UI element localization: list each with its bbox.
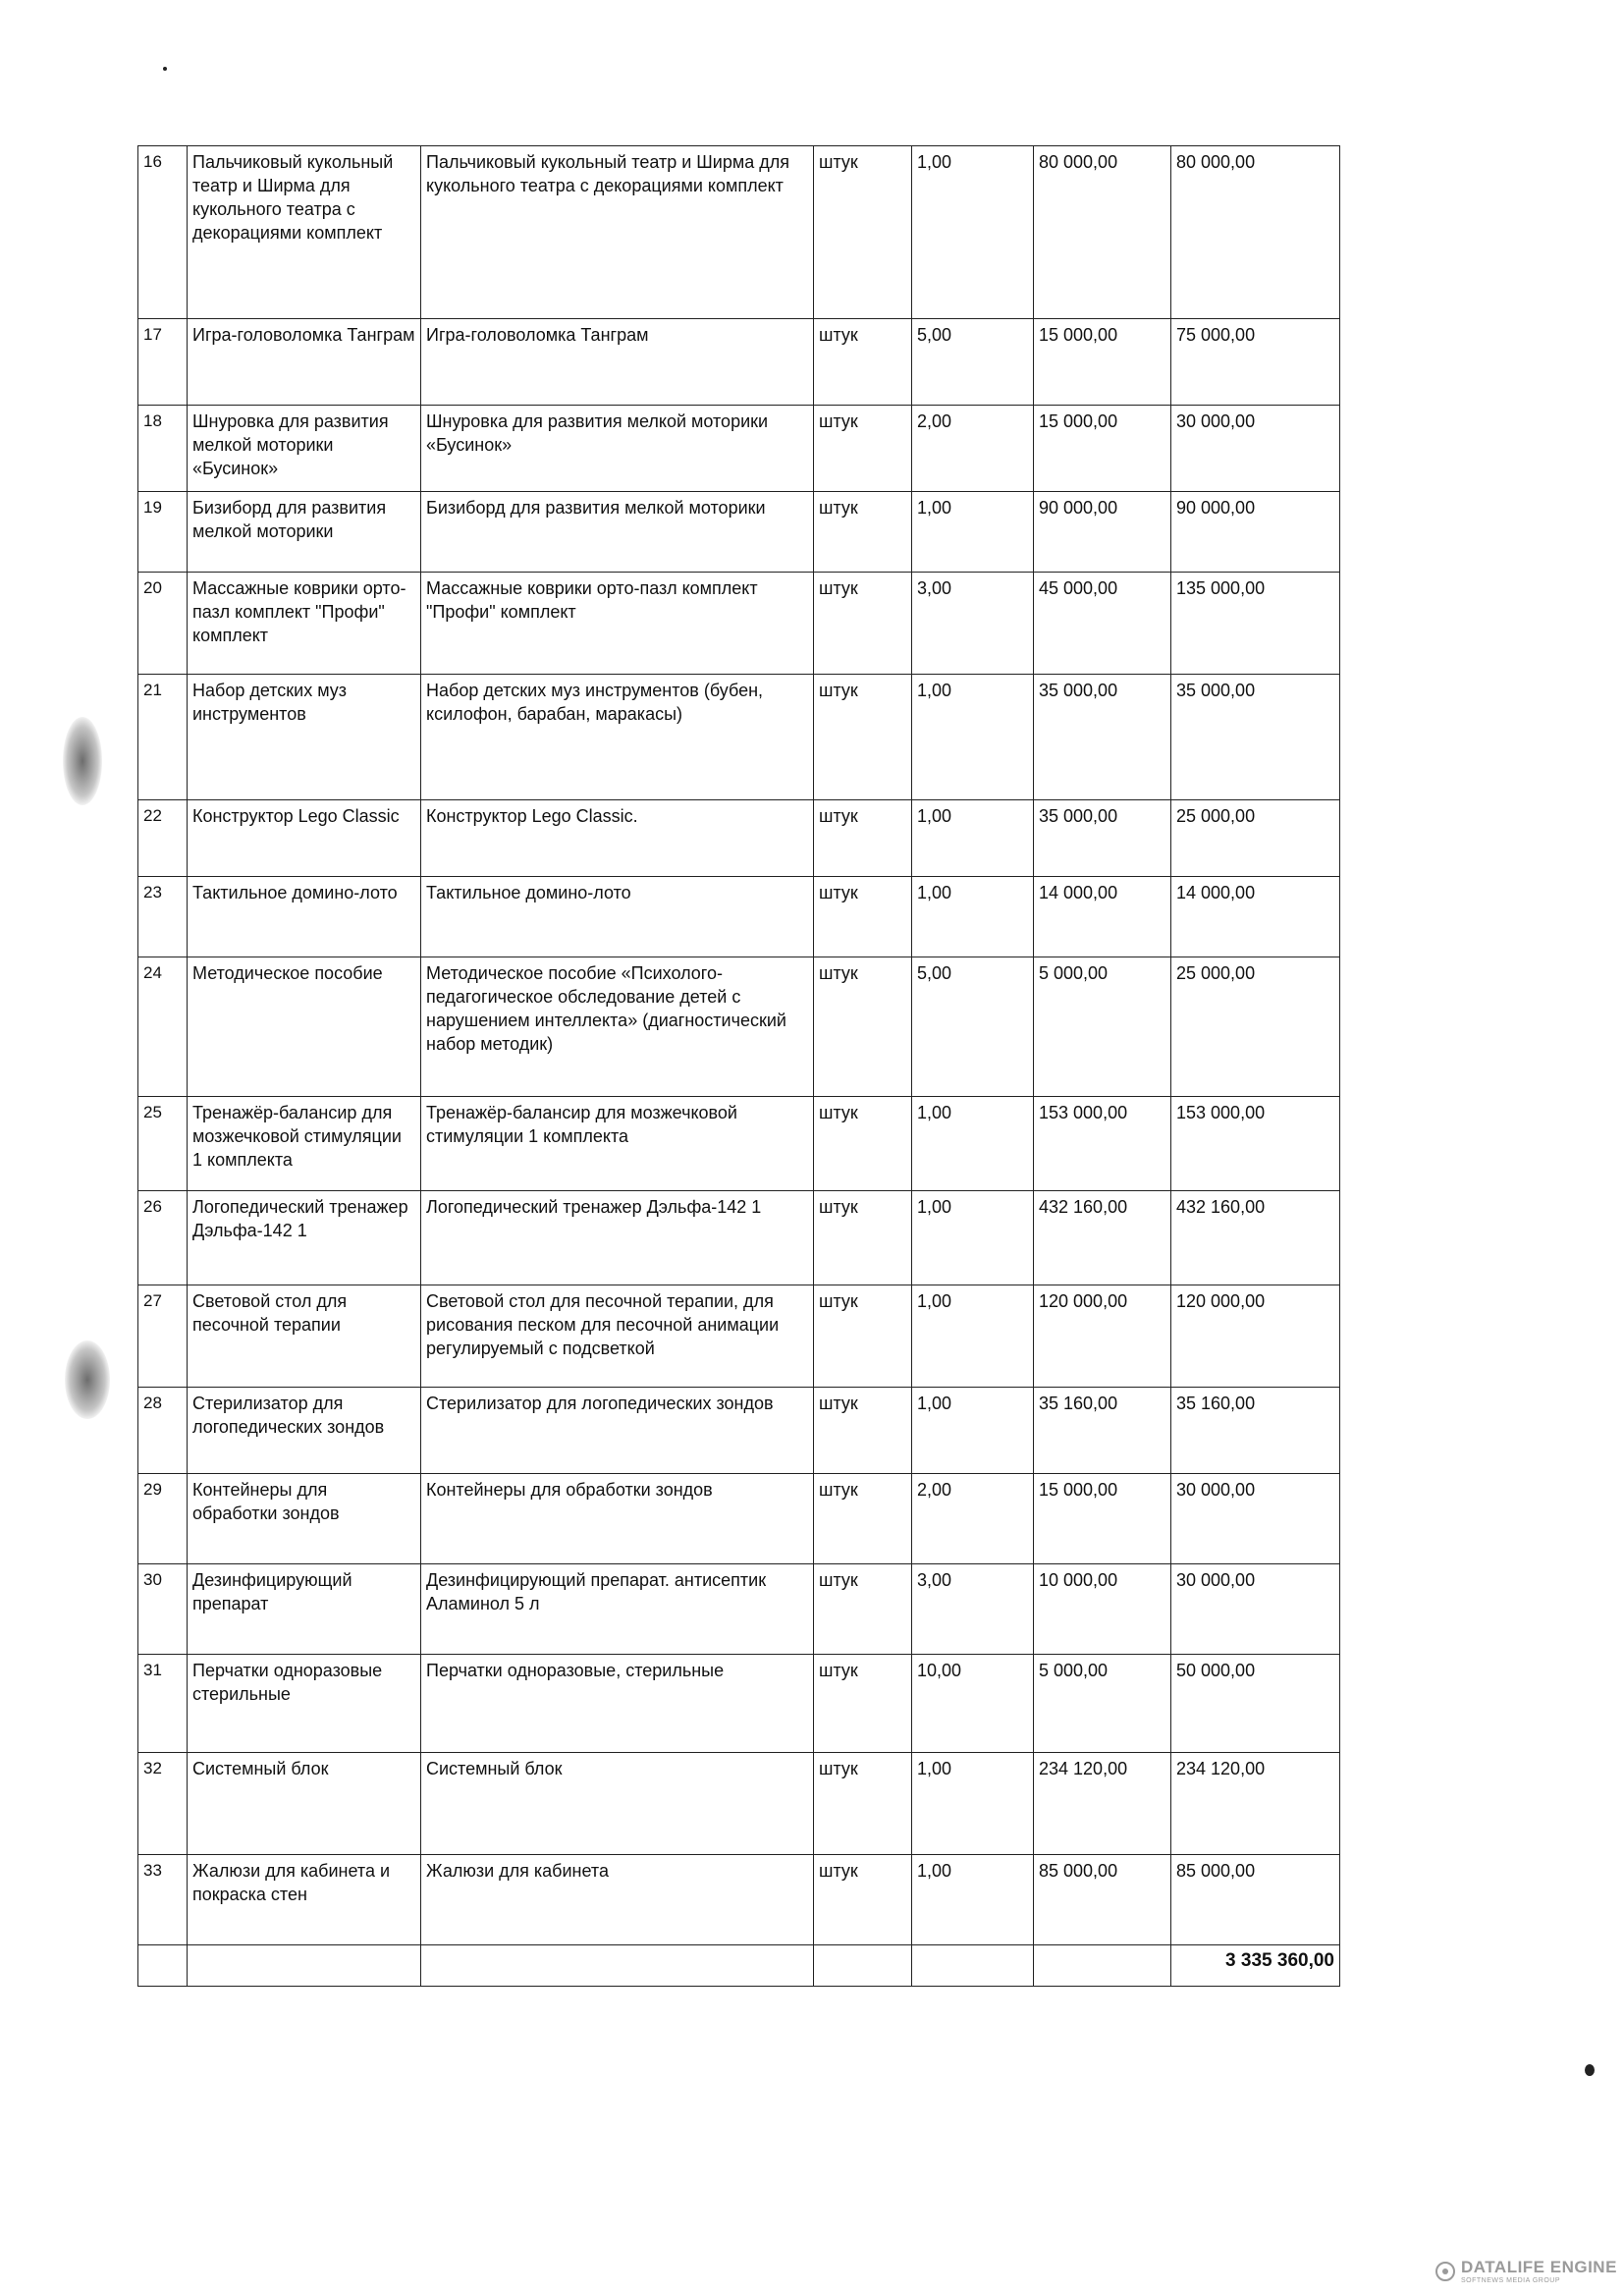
cell-desc: Жалюзи для кабинета (421, 1855, 814, 1945)
cell-unit: штук (814, 957, 912, 1097)
cell-qty: 1,00 (912, 1285, 1034, 1388)
cell-price: 90 000,00 (1034, 492, 1171, 573)
table-row (138, 1388, 1340, 1474)
table-row (138, 1285, 1340, 1388)
cell-desc: Массажные коврики орто-пазл комплект "Профи" комплект (421, 573, 814, 675)
cell-sum: 35 000,00 (1171, 675, 1340, 800)
cell-sum: 120 000,00 (1171, 1285, 1340, 1388)
cell-qty: 10,00 (912, 1655, 1034, 1753)
watermark-logo (1435, 2259, 1617, 2284)
cell-qty: 1,00 (912, 1097, 1034, 1191)
cell-unit: штук (814, 1388, 912, 1474)
cell-price: 35 000,00 (1034, 800, 1171, 877)
cell-unit: штук (814, 1655, 912, 1753)
scan-speck (163, 67, 167, 71)
cell-price: 5 000,00 (1034, 1655, 1171, 1753)
cell-sum: 25 000,00 (1171, 957, 1340, 1097)
table-row (138, 406, 1340, 492)
cell-name: Контейнеры для обработки зондов (188, 1474, 421, 1564)
total-empty-cell (814, 1945, 912, 1987)
cell-unit: штук (814, 406, 912, 492)
cell-price: 15 000,00 (1034, 406, 1171, 492)
cell-price: 35 160,00 (1034, 1388, 1171, 1474)
table-row (138, 1564, 1340, 1655)
cell-qty: 1,00 (912, 146, 1034, 319)
cell-price: 85 000,00 (1034, 1855, 1171, 1945)
cell-price: 234 120,00 (1034, 1753, 1171, 1855)
cell-unit: штук (814, 319, 912, 406)
cell-num: 23 (138, 877, 188, 957)
cell-qty: 3,00 (912, 573, 1034, 675)
cell-sum: 80 000,00 (1171, 146, 1340, 319)
cell-num: 24 (138, 957, 188, 1097)
total-empty-cell (138, 1945, 188, 1987)
cell-unit: штук (814, 1564, 912, 1655)
cell-qty: 1,00 (912, 877, 1034, 957)
scan-speck (1585, 2064, 1595, 2076)
cell-desc: Тактильное домино-лото (421, 877, 814, 957)
cell-num: 20 (138, 573, 188, 675)
cell-name: Световой стол для песочной терапии (188, 1285, 421, 1388)
cell-desc: Шнуровка для развития мелкой моторики «Бусинок» (421, 406, 814, 492)
cell-num: 16 (138, 146, 188, 319)
cell-unit: штук (814, 492, 912, 573)
cell-sum: 14 000,00 (1171, 877, 1340, 957)
cell-num: 22 (138, 800, 188, 877)
cell-num: 26 (138, 1191, 188, 1285)
cell-desc: Световой стол для песочной терапии, для рисования песком для песочной анимации регулируемый с подсветкой (421, 1285, 814, 1388)
cell-unit: штук (814, 877, 912, 957)
table-row (138, 1474, 1340, 1564)
cell-qty: 3,00 (912, 1564, 1034, 1655)
cell-unit: штук (814, 1285, 912, 1388)
cell-price: 5 000,00 (1034, 957, 1171, 1097)
cell-sum: 30 000,00 (1171, 406, 1340, 492)
cell-num: 31 (138, 1655, 188, 1753)
cell-price: 15 000,00 (1034, 1474, 1171, 1564)
cell-price: 153 000,00 (1034, 1097, 1171, 1191)
cell-unit: штук (814, 1753, 912, 1855)
total-empty-cell (1034, 1945, 1171, 1987)
cell-desc: Логопедический тренажер Дэльфа-142 1 (421, 1191, 814, 1285)
cell-sum: 153 000,00 (1171, 1097, 1340, 1191)
cell-name: Пальчиковый кукольный театр и Ширма для кукольного театра с декорациями комплект (188, 146, 421, 319)
cell-price: 45 000,00 (1034, 573, 1171, 675)
cell-qty: 1,00 (912, 675, 1034, 800)
cell-unit: штук (814, 1191, 912, 1285)
watermark-subbrand: SOFTNEWS MEDIA GROUP (1461, 2277, 1561, 2284)
cell-sum: 30 000,00 (1171, 1474, 1340, 1564)
cell-name: Игра-головоломка Танграм (188, 319, 421, 406)
cell-name: Методическое пособие (188, 957, 421, 1097)
cell-name: Логопедический тренажер Дэльфа-142 1 (188, 1191, 421, 1285)
table-row (138, 492, 1340, 573)
watermark-brand: DATALIFE ENGINE (1461, 2258, 1617, 2276)
cell-sum: 135 000,00 (1171, 573, 1340, 675)
cell-desc: Системный блок (421, 1753, 814, 1855)
cell-desc: Конструктор Lego Classic. (421, 800, 814, 877)
cell-unit: штук (814, 1097, 912, 1191)
cell-price: 432 160,00 (1034, 1191, 1171, 1285)
table-row (138, 319, 1340, 406)
cell-qty: 1,00 (912, 1191, 1034, 1285)
cell-price: 80 000,00 (1034, 146, 1171, 319)
cell-num: 18 (138, 406, 188, 492)
cell-desc: Методическое пособие «Психолого-педагогическое обследование детей с нарушением интеллекта» (диагностический набор методик) (421, 957, 814, 1097)
cell-name: Конструктор Lego Classic (188, 800, 421, 877)
scan-blot (65, 1340, 110, 1419)
cell-num: 17 (138, 319, 188, 406)
cell-sum: 30 000,00 (1171, 1564, 1340, 1655)
cell-name: Тренажёр-балансир для мозжечковой стимуляции 1 комплекта (188, 1097, 421, 1191)
cell-num: 25 (138, 1097, 188, 1191)
cell-sum: 90 000,00 (1171, 492, 1340, 573)
items-table (137, 145, 1340, 1987)
total-value: 3 335 360,00 (1171, 1945, 1340, 1987)
table-row (138, 1097, 1340, 1191)
cell-sum: 234 120,00 (1171, 1753, 1340, 1855)
total-empty-cell (421, 1945, 814, 1987)
cell-qty: 5,00 (912, 319, 1034, 406)
scan-blot (63, 717, 102, 805)
cell-qty: 1,00 (912, 800, 1034, 877)
cell-name: Системный блок (188, 1753, 421, 1855)
cell-name: Жалюзи для кабинета и покраска стен (188, 1855, 421, 1945)
cell-name: Тактильное домино-лото (188, 877, 421, 957)
cell-price: 120 000,00 (1034, 1285, 1171, 1388)
cell-name: Шнуровка для развития мелкой моторики «Бусинок» (188, 406, 421, 492)
watermark-text (1461, 2259, 1617, 2284)
cell-desc: Бизиборд для развития мелкой моторики (421, 492, 814, 573)
cell-sum: 432 160,00 (1171, 1191, 1340, 1285)
table-row (138, 877, 1340, 957)
items-table-body (138, 146, 1340, 1945)
cell-num: 30 (138, 1564, 188, 1655)
cell-desc: Дезинфицирующий препарат. антисептик Аламинол 5 л (421, 1564, 814, 1655)
cell-num: 32 (138, 1753, 188, 1855)
cell-desc: Контейнеры для обработки зондов (421, 1474, 814, 1564)
cell-unit: штук (814, 573, 912, 675)
cell-unit: штук (814, 1855, 912, 1945)
cell-desc: Стерилизатор для логопедических зондов (421, 1388, 814, 1474)
cell-qty: 1,00 (912, 492, 1034, 573)
total-empty-cell (188, 1945, 421, 1987)
total-row (138, 1945, 1340, 1987)
cell-unit: штук (814, 146, 912, 319)
cell-qty: 1,00 (912, 1388, 1034, 1474)
cell-sum: 75 000,00 (1171, 319, 1340, 406)
table-row (138, 1753, 1340, 1855)
cell-num: 21 (138, 675, 188, 800)
cell-sum: 35 160,00 (1171, 1388, 1340, 1474)
cell-name: Бизиборд для развития мелкой моторики (188, 492, 421, 573)
table-row (138, 957, 1340, 1097)
cell-num: 19 (138, 492, 188, 573)
cell-unit: штук (814, 675, 912, 800)
cell-name: Массажные коврики орто-пазл комплект "Профи" комплект (188, 573, 421, 675)
table-row (138, 146, 1340, 319)
table-row (138, 675, 1340, 800)
cell-num: 28 (138, 1388, 188, 1474)
table-row (138, 1855, 1340, 1945)
cell-desc: Перчатки одноразовые, стерильные (421, 1655, 814, 1753)
cell-unit: штук (814, 1474, 912, 1564)
cell-unit: штук (814, 800, 912, 877)
cell-price: 35 000,00 (1034, 675, 1171, 800)
cell-name: Дезинфицирующий препарат (188, 1564, 421, 1655)
cell-qty: 2,00 (912, 406, 1034, 492)
cell-desc: Тренажёр-балансир для мозжечковой стимуляции 1 комплекта (421, 1097, 814, 1191)
cell-sum: 50 000,00 (1171, 1655, 1340, 1753)
cell-num: 27 (138, 1285, 188, 1388)
cell-desc: Набор детских муз инструментов (бубен, ксилофон, барабан, маракасы) (421, 675, 814, 800)
cell-qty: 1,00 (912, 1753, 1034, 1855)
cell-qty: 5,00 (912, 957, 1034, 1097)
cell-sum: 25 000,00 (1171, 800, 1340, 877)
table-row (138, 573, 1340, 675)
table-row (138, 800, 1340, 877)
cell-price: 15 000,00 (1034, 319, 1171, 406)
cell-qty: 1,00 (912, 1855, 1034, 1945)
cell-price: 10 000,00 (1034, 1564, 1171, 1655)
total-empty-cell (912, 1945, 1034, 1987)
table-row (138, 1191, 1340, 1285)
cell-name: Набор детских муз инструментов (188, 675, 421, 800)
cell-name: Стерилизатор для логопедических зондов (188, 1388, 421, 1474)
cell-sum: 85 000,00 (1171, 1855, 1340, 1945)
cell-num: 33 (138, 1855, 188, 1945)
cell-name: Перчатки одноразовые стерильные (188, 1655, 421, 1753)
cell-price: 14 000,00 (1034, 877, 1171, 957)
cell-desc: Игра-головоломка Танграм (421, 319, 814, 406)
cell-desc: Пальчиковый кукольный театр и Ширма для кукольного театра с декорациями комплект (421, 146, 814, 319)
datalife-logo-icon (1435, 2262, 1455, 2281)
cell-num: 29 (138, 1474, 188, 1564)
table-row (138, 1655, 1340, 1753)
cell-qty: 2,00 (912, 1474, 1034, 1564)
